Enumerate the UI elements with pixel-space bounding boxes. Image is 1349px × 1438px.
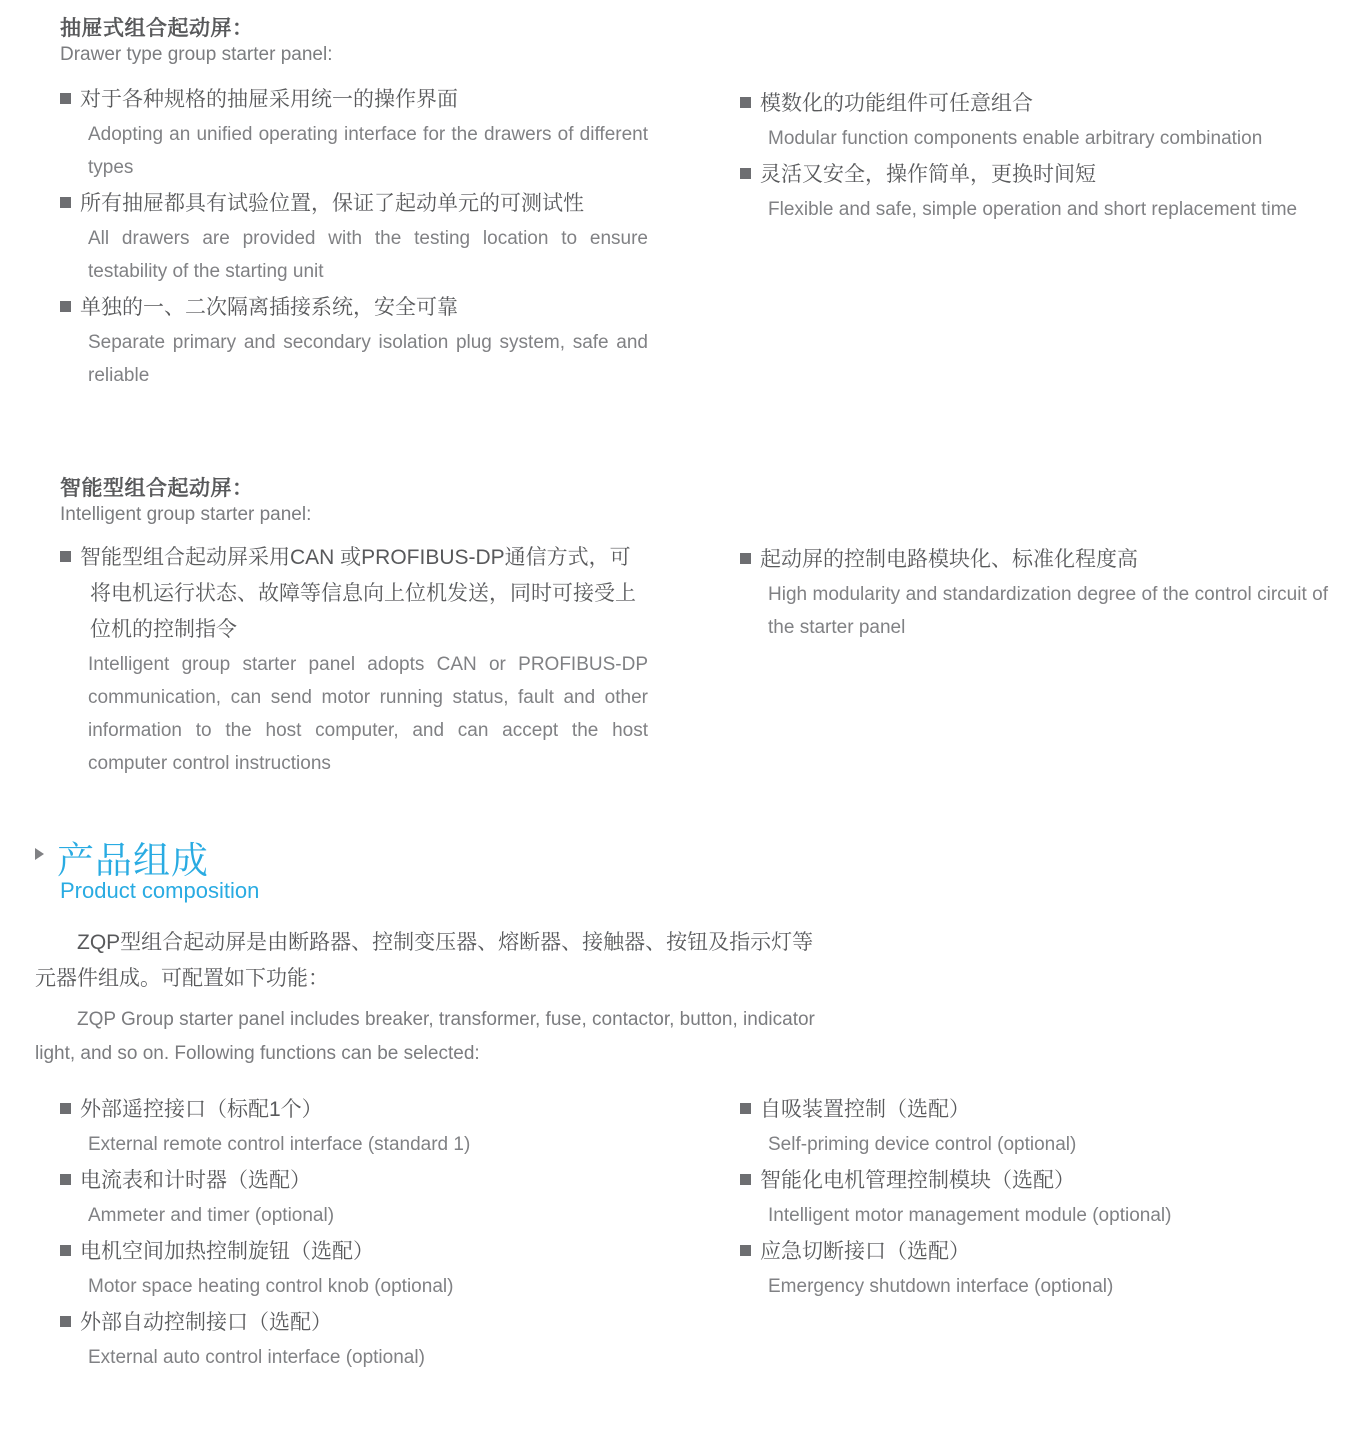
list-item-en: Emergency shutdown interface (optional)	[768, 1276, 1114, 1297]
list-item-label: 应急切断接口（选配）	[760, 1240, 970, 1263]
square-bullet-icon	[60, 1103, 71, 1114]
drawer-section-left	[60, 12, 660, 394]
list-item-label: 外部自动控制接口（选配）	[80, 1311, 332, 1334]
list-item-en: External remote control interface (standard 1)	[88, 1134, 471, 1155]
list-item	[60, 1305, 660, 1374]
list-item-en: Ammeter and timer (optional)	[88, 1205, 335, 1226]
square-bullet-icon	[60, 1174, 71, 1185]
list-item-cn-row	[740, 157, 1320, 193]
square-bullet-icon	[60, 197, 71, 208]
drawer-title-cn: 抽屉式组合起动屏：	[60, 17, 254, 40]
list-item-label: 所有抽屉都具有试验位置，保证了起动单元的可测试性	[80, 192, 584, 215]
list-item-cn-row	[60, 1092, 660, 1128]
list-item-label: 对于各种规格的抽屉采用统一的操作界面	[80, 88, 458, 111]
list-item-en: Separate primary and secondary isolation plug system, safe and reliable	[88, 332, 648, 386]
list-item-label: 电机空间加热控制旋钮（选配）	[80, 1240, 374, 1263]
list-item-en: Modular function components enable arbitrary combination	[768, 128, 1263, 149]
list-item-en: Intelligent group starter panel adopts CAN or PROFIBUS-DP communication, can send motor running status, fault and other information to the host computer, and can accept the host computer control instructions	[88, 654, 648, 774]
intelligent-section-left	[60, 472, 660, 782]
square-bullet-icon	[740, 1103, 751, 1114]
list-item-label: 单独的一、二次隔离插接系统，安全可靠	[80, 296, 458, 319]
paragraph-en-line2: light, and so on. Following functions can be selected:	[35, 1043, 480, 1064]
list-item-label: 智能型组合起动屏采用CAN 或PROFIBUS-DP通信方式，可将电机运行状态、故障等信息向上位机发送，同时可接受上位机的控制指令	[80, 546, 636, 641]
square-bullet-icon	[740, 553, 751, 564]
page-subtitle: Product composition	[60, 878, 260, 903]
composition-list-left	[60, 1092, 660, 1376]
square-bullet-icon	[60, 1316, 71, 1327]
list-item-en: Self-priming device control (optional)	[768, 1134, 1077, 1155]
list-item	[60, 1163, 660, 1232]
list-item-cn-row	[60, 290, 660, 326]
list-item	[60, 290, 660, 392]
list-item	[740, 1092, 1320, 1161]
list-item	[60, 82, 660, 184]
list-item	[60, 186, 660, 288]
paragraph-cn-line2: 元器件组成。可配置如下功能：	[35, 967, 329, 990]
list-item-cn-row	[60, 1163, 660, 1199]
list-item	[740, 86, 1320, 155]
composition-paragraph	[35, 925, 915, 1071]
list-item-en: High modularity and standardization degree of the control circuit of the starter panel	[768, 584, 1328, 638]
drawer-section-right	[740, 86, 1320, 228]
list-item-cn-row	[60, 1305, 660, 1341]
page-title: 产品组成	[57, 840, 209, 881]
list-item-label: 智能化电机管理控制模块（选配）	[760, 1169, 1075, 1192]
square-bullet-icon	[740, 97, 751, 108]
square-bullet-icon	[740, 1174, 751, 1185]
list-item-en: Motor space heating control knob (optional)	[88, 1276, 454, 1297]
list-item-cn-row	[60, 540, 650, 648]
list-item-label: 起动屏的控制电路模块化、标准化程度高	[760, 548, 1138, 571]
list-item-label: 外部遥控接口（标配1个）	[80, 1098, 323, 1121]
list-item	[60, 1234, 660, 1303]
list-item-en: External auto control interface (optional)	[88, 1347, 425, 1368]
square-bullet-icon	[60, 301, 71, 312]
drawer-title-en: Drawer type group starter panel:	[60, 44, 333, 65]
list-item-cn-row	[60, 82, 660, 118]
intelligent-title-cn: 智能型组合起动屏：	[60, 477, 254, 500]
intelligent-section-right	[740, 542, 1328, 646]
paragraph-en-line1	[35, 1003, 915, 1037]
list-item-cn-row	[740, 542, 1320, 578]
list-item-cn-row	[740, 1163, 1320, 1199]
composition-list-right	[740, 1092, 1320, 1305]
list-item-cn-row	[740, 1234, 1320, 1270]
triangle-marker-icon	[35, 848, 44, 860]
list-item-cn-row	[740, 1092, 1320, 1128]
list-item	[740, 1163, 1320, 1232]
list-item	[740, 542, 1328, 644]
list-item-cn-row	[30, 186, 660, 222]
list-item-en: Flexible and safe, simple operation and short replacement time	[768, 199, 1298, 220]
paragraph-cn-line1	[35, 925, 915, 961]
paragraph-en-line1-text: ZQP Group starter panel includes breaker, transformer, fuse, contactor, button, indicator	[77, 1009, 815, 1030]
list-item-en: All drawers are provided with the testing location to ensure testability of the starting unit	[88, 228, 648, 282]
list-item-label: 电流表和计时器（选配）	[80, 1169, 311, 1192]
list-item	[60, 1092, 660, 1161]
square-bullet-icon	[60, 551, 71, 562]
paragraph-cn-line1-text: ZQP型组合起动屏是由断路器、控制变压器、熔断器、接触器、按钮及指示灯等	[77, 931, 814, 954]
square-bullet-icon	[740, 168, 751, 179]
list-item-en: Intelligent motor management module (optional)	[768, 1205, 1172, 1226]
list-item-cn-row	[740, 86, 1320, 122]
list-item-label: 灵活又安全，操作简单，更换时间短	[760, 163, 1096, 186]
list-item	[60, 540, 660, 780]
list-item-label: 模数化的功能组件可任意组合	[760, 92, 1033, 115]
square-bullet-icon	[60, 93, 71, 104]
list-item	[740, 157, 1320, 226]
list-item	[740, 1234, 1320, 1303]
square-bullet-icon	[60, 1245, 71, 1256]
list-item-en: Adopting an unified operating interface for the drawers of different types	[88, 124, 648, 178]
square-bullet-icon	[740, 1245, 751, 1256]
list-item-cn-row	[60, 1234, 660, 1270]
intelligent-title-en: Intelligent group starter panel:	[60, 504, 312, 525]
list-item-label: 自吸装置控制（选配）	[760, 1098, 970, 1121]
